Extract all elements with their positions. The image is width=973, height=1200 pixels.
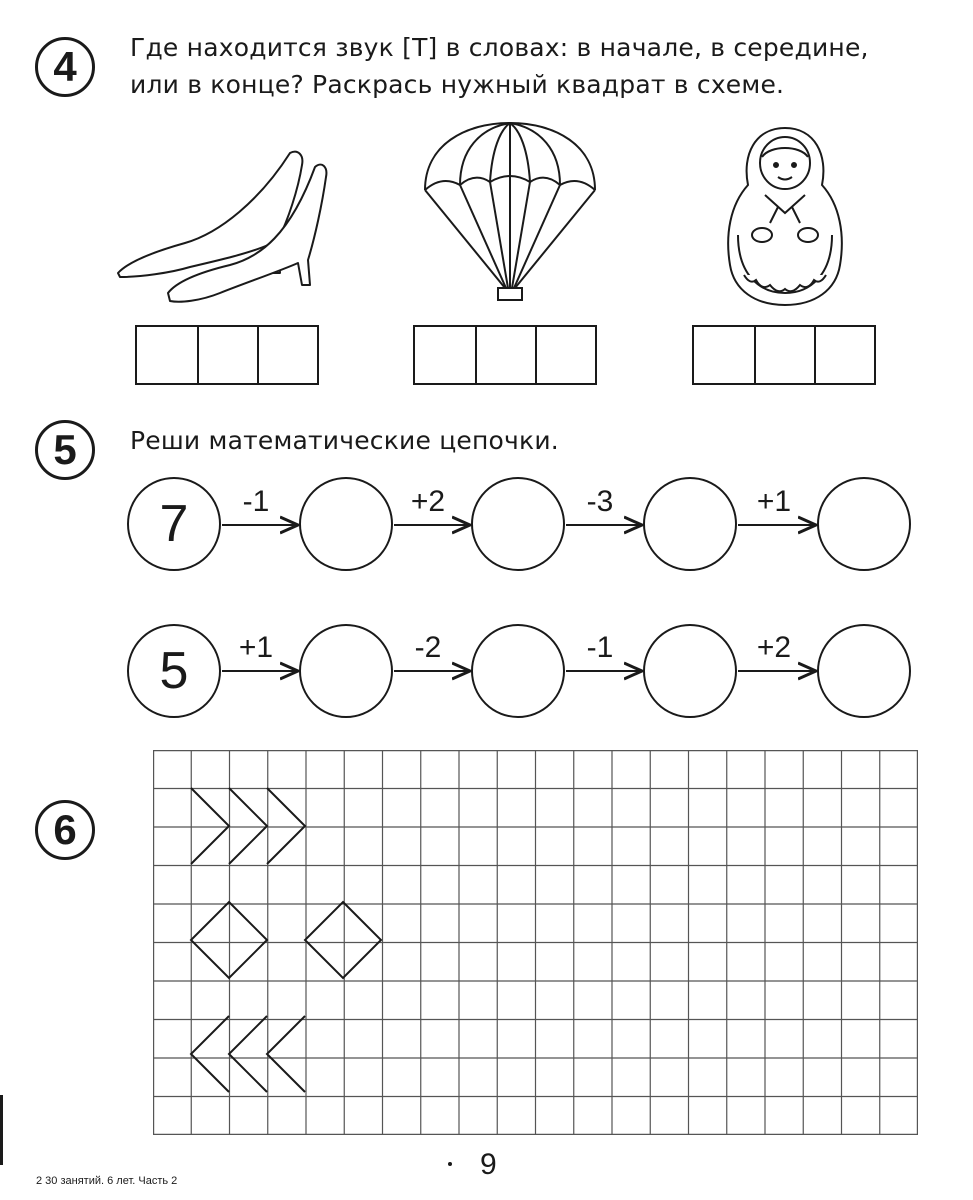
pattern-diamonds bbox=[191, 902, 381, 978]
chain2-answer-1[interactable] bbox=[299, 624, 393, 718]
chain2-start: 5 bbox=[127, 624, 221, 718]
page-number: 9 bbox=[480, 1148, 497, 1181]
chain2-op-1: +1 bbox=[238, 631, 274, 664]
edge-mark bbox=[0, 1095, 3, 1165]
drawing-grid[interactable] bbox=[153, 750, 918, 1135]
chain2-op-3: -1 bbox=[586, 631, 614, 664]
task-4-text-line1: Где находится звук [Т] в словах: в начале, в середине, bbox=[130, 33, 869, 62]
book-footer: 2 30 занятий. 6 лет. Часть 2 bbox=[36, 1175, 178, 1187]
chain1-answer-1[interactable] bbox=[299, 477, 393, 571]
chain2-op-4: +2 bbox=[756, 631, 792, 664]
dot-mark bbox=[448, 1162, 452, 1166]
chain2-answer-4[interactable] bbox=[817, 624, 911, 718]
task-5-number: 5 bbox=[35, 420, 95, 480]
chain1-start: 7 bbox=[127, 477, 221, 571]
chain1-op-2: +2 bbox=[410, 485, 446, 518]
chain1-op-4: +1 bbox=[756, 485, 792, 518]
pattern-chevrons-left bbox=[191, 1016, 305, 1092]
chain2-answer-2[interactable] bbox=[471, 624, 565, 718]
task-6-number: 6 bbox=[35, 800, 95, 860]
task-5-instruction: Реши математические цепочки. bbox=[130, 426, 559, 455]
chain1-op-1: -1 bbox=[242, 485, 270, 518]
chain1-answer-4[interactable] bbox=[817, 477, 911, 571]
task-4-number: 4 bbox=[35, 37, 95, 97]
chain1-answer-3[interactable] bbox=[643, 477, 737, 571]
task-4-text-line2: или в конце? Раскрась нужный квадрат в схеме. bbox=[130, 70, 785, 99]
chain2-answer-3[interactable] bbox=[643, 624, 737, 718]
chain1-answer-2[interactable] bbox=[471, 477, 565, 571]
chain1-op-3: -3 bbox=[586, 485, 614, 518]
pattern-chevrons-right bbox=[191, 788, 305, 864]
chain2-op-2: -2 bbox=[414, 631, 442, 664]
